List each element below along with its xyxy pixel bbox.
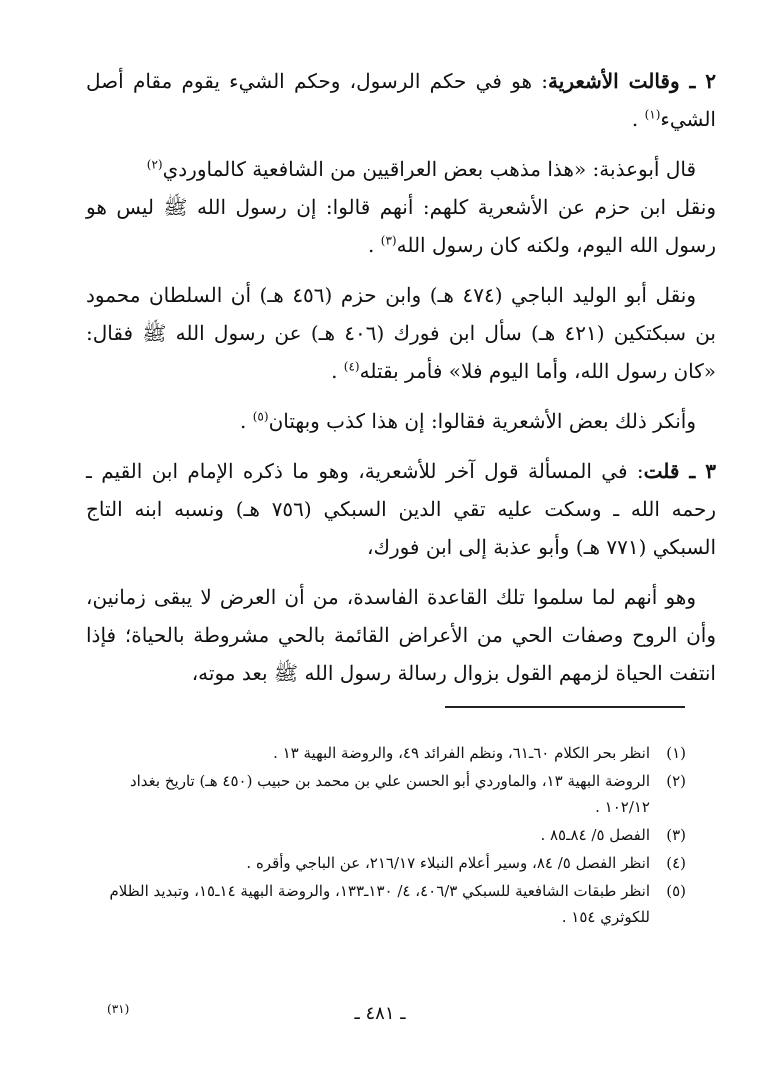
footnote-item — [86, 822, 686, 848]
footnote-ref: (٢) — [146, 157, 163, 172]
footnote-number: (٥) — [666, 882, 686, 900]
footnote-item — [86, 850, 686, 876]
paragraph-text: : في المسألة قول آخر للأشعرية، وهو ما ذكره الإمام ابن القيم ـ رحمه الله ـ وسكت عليه تقي الدين السبكي (٧٥٦ هـ) ونسبه ابنه التاج السبكي (٧٧١ هـ) وأبو عذبة إلى ابن فورك، — [86, 459, 716, 559]
footnote-ref: (٣) — [380, 233, 397, 248]
footnote-text: الفصل ٥/ ٨٤ـ٨٥ . — [540, 826, 650, 844]
footnote-number: (٣) — [666, 826, 686, 844]
paragraph-baji — [86, 276, 716, 390]
footnote-number: (١) — [666, 744, 686, 762]
footnote-ref: (١) — [644, 107, 661, 122]
paragraph-text: : هو في حكم الرسول، وحكم الشيء يقوم مقام أصل الشيء — [86, 69, 716, 131]
paragraph-3 — [86, 452, 716, 566]
printer-signature: (٣١) — [107, 1002, 130, 1016]
paragraph-2 — [86, 62, 716, 138]
footnote-text: انظر طبقات الشافعية للسبكي ٤٠٦/٣، ٤/ ١٣٠ـ١٣٣، والروضة البهية ١٤ـ١٥، وتبديد الظلام للكوثري ١٥٤ . — [109, 882, 650, 926]
footnote-number: (٢) — [666, 772, 686, 790]
page-number: ـ ٤٨١ ـ — [354, 1003, 406, 1024]
footnote-divider — [445, 706, 685, 708]
footnotes — [86, 740, 686, 932]
footnote-item — [86, 878, 686, 930]
footnote-number: (٤) — [666, 854, 686, 872]
paragraph-text: وأنكر ذلك بعض الأشعرية فقالوا: إن هذا كذب وبهتان — [268, 409, 696, 433]
paragraph-tail: . — [631, 107, 645, 131]
footnote-text: الروضة البهية ١٣، والماوردي أبو الحسن علي بن محمد بن حبيب (٤٥٠ هـ) تاريخ بغداد ١٠٢/١٢ . — [129, 772, 650, 816]
footnote-item — [86, 768, 686, 820]
paragraph-text: وهو أنهم لما سلموا تلك القاعدة الفاسدة، من أن العرض لا يبقى زمانين، وأن الروح وصفات الحي من الأعراض القائمة بالحي مشروطة بالحياة؛ فإذا انتفت الحياة لزمهم القول بزوال رسالة رسول الله ﷺ بعد موته، — [86, 585, 716, 685]
paragraph-tail: . — [240, 409, 253, 433]
paragraph-denial — [86, 402, 716, 440]
footnote-text: انظر بحر الكلام ٦٠ـ٦١، ونظم الفرائد ٤٩، والروضة البهية ١٣ . — [273, 744, 650, 762]
footnote-item — [86, 740, 686, 766]
paragraph-lead: ٣ ـ قلت — [643, 459, 717, 483]
paragraph-lead: ٢ ـ وقالت الأشعرية — [548, 69, 716, 93]
paragraph-text: ونقل ابن حزم عن الأشعرية كلهم: أنهم قالوا: إن رسول الله ﷺ ليس هو رسول الله اليوم، ولكنه كان رسول الله — [86, 195, 716, 257]
footnote-text: انظر الفصل ٥/ ٨٤، وسير أعلام النبلاء ٢١٦/١٧، عن الباجي وأقره . — [246, 854, 650, 872]
paragraph-abu-azba — [86, 150, 716, 264]
paragraph-tail: . — [331, 359, 344, 383]
paragraph-tail: . — [368, 233, 381, 257]
paragraph-text: قال أبوعذبة: «هذا مذهب بعض العراقيين من الشافعية كالماوردي — [162, 157, 696, 181]
footnote-ref: (٤) — [343, 359, 360, 374]
footnote-ref: (٥) — [252, 409, 269, 424]
main-text — [86, 62, 716, 704]
paragraph-accident — [86, 578, 716, 692]
paragraph-text: ونقل أبو الوليد الباجي (٤٧٤ هـ) وابن حزم (٤٥٦ هـ) أن السلطان محمود بن سبكتكين (٤٢١ هـ) سأل ابن فورك (٤٠٦ هـ) عن رسول الله ﷺ فقال: «كان رسول الله، وأما اليوم فلا» فأمر بقتله — [86, 283, 716, 383]
